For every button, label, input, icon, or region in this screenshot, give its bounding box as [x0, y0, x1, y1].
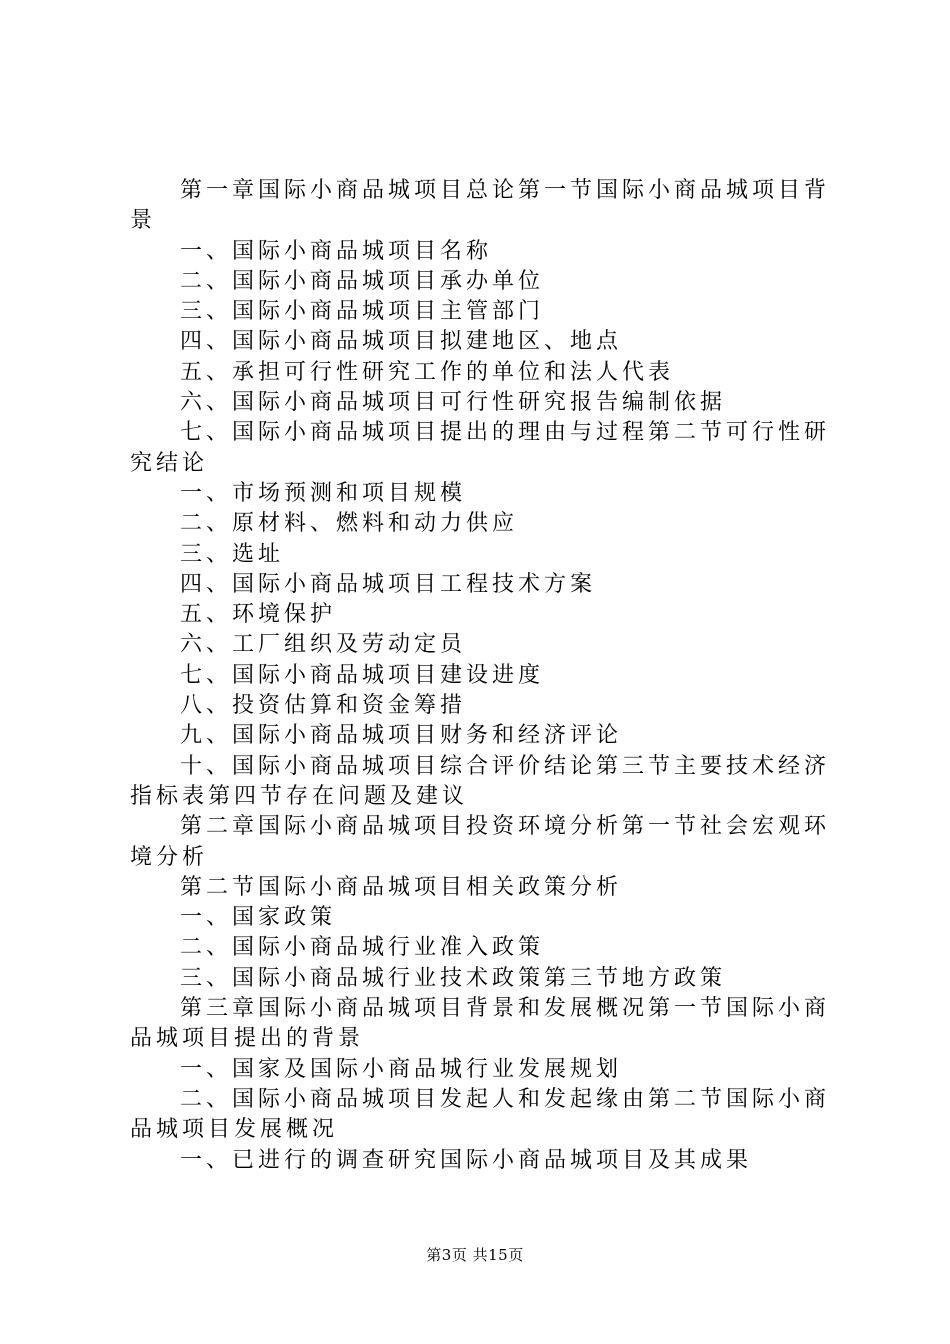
- toc-line: 六、工厂组织及劳动定员: [180, 632, 467, 658]
- toc-line: 一、国家及国际小商品城行业发展规划: [180, 1056, 623, 1082]
- chapter-1-heading: 第一章国际小商品城项目总论第一节国际小商品城项目背景: [130, 178, 831, 234]
- toc-line: 三、选址: [180, 541, 285, 567]
- section-heading: 第二节国际小商品城项目相关政策分析: [180, 874, 623, 900]
- toc-line: 二、国际小商品城项目发起人和发起缘由第二节国际小商品城项目发展概况: [130, 1086, 831, 1143]
- toc-line: 一、市场预测和项目规模: [180, 480, 467, 506]
- toc-line: 八、投资估算和资金筹措: [180, 693, 467, 719]
- toc-line: 二、原材料、燃料和动力供应: [180, 511, 519, 537]
- toc-line: 一、已进行的调查研究国际小商品城项目及其成果: [180, 1147, 753, 1173]
- toc-line: 三、国际小商品城行业技术政策第三节地方政策: [180, 965, 727, 991]
- toc-line: 三、国际小商品城项目主管部门: [180, 299, 545, 325]
- document-body: [130, 176, 830, 1176]
- toc-line: 二、国际小商品城行业准入政策: [180, 935, 545, 961]
- chapter-2-heading: 第二章国际小商品城项目投资环境分析第一节社会宏观环境分析: [130, 814, 831, 870]
- toc-line: 二、国际小商品城项目承办单位: [180, 268, 545, 294]
- toc-line: 十、国际小商品城项目综合评价结论第三节主要技术经济指标表第四节存在问题及建议: [130, 753, 831, 809]
- toc-line: 七、国际小商品城项目提出的理由与过程第二节可行性研究结论: [130, 420, 831, 476]
- toc-line: 六、国际小商品城项目可行性研究报告编制依据: [180, 390, 727, 416]
- toc-line: 九、国际小商品城项目财务和经济评论: [180, 723, 623, 749]
- toc-line: 一、国际小商品城项目名称: [180, 238, 493, 264]
- toc-line: 四、国际小商品城项目工程技术方案: [180, 571, 597, 597]
- toc-line: 四、国际小商品城项目拟建地区、地点: [180, 329, 623, 355]
- page-number-footer: 第3页 共15页: [426, 1246, 524, 1264]
- chapter-3-heading: 第三章国际小商品城项目背景和发展概况第一节国际小商品城项目提出的背景: [130, 996, 831, 1052]
- toc-line: 五、承担可行性研究工作的单位和法人代表: [180, 359, 675, 385]
- toc-line: 五、环境保护: [180, 602, 337, 628]
- toc-line: 一、国家政策: [180, 905, 337, 931]
- toc-line: 七、国际小商品城项目建设进度: [180, 662, 545, 688]
